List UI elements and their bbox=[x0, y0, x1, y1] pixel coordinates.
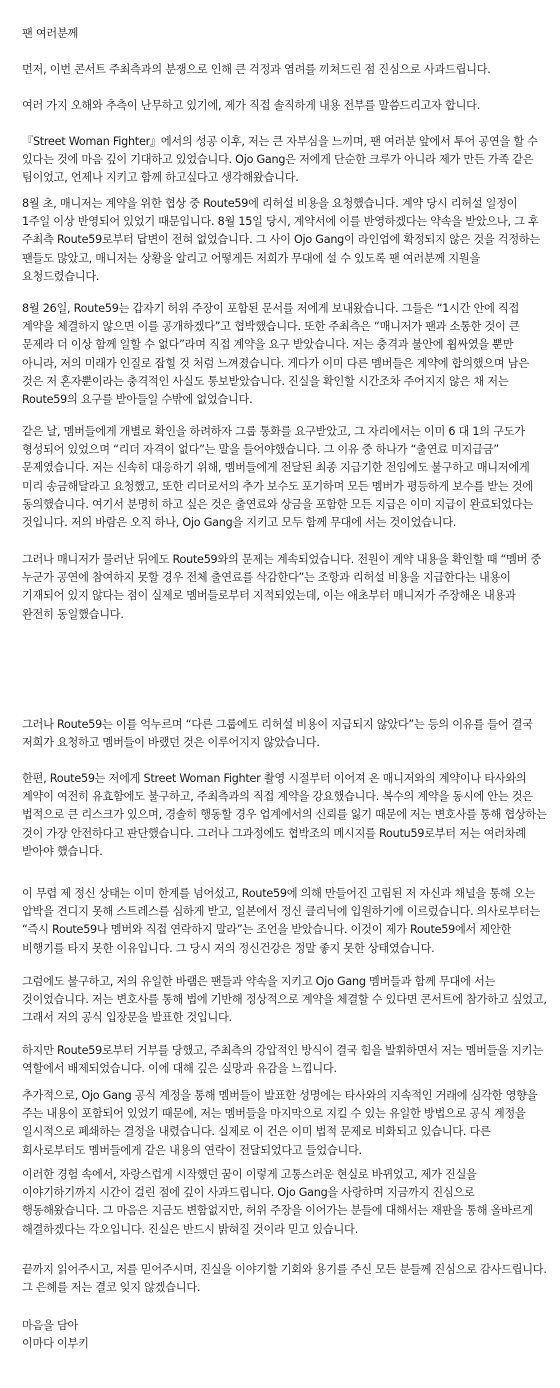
paragraph-direct-contract: 한편, Route59는 저에게 Street Woman Fighter 촬영 시절부터 이어져 온 매니저와의 계약이나 타사와의 계약이 여전히 유효함에도 불구하고, 주최측과의 직접 계약을 강요했습니다. 복수의 계약을 동시에 안는 것은 법적으로 큰 리스크가 있으며, 경솔히 행동할 경우 업계에서의 신뢰를 잃기 때문에 저는 변호사를 통해 협상하는 것이 가장 안전하다고 판단했습니다. 그러나 그과정에도 협박조의 메시지를 Routu59로부터 저는 여러차례 받아야 했습니다. bbox=[22, 772, 547, 858]
paragraph-august-26: 8월 26일, Route59는 갑자기 허위 주장이 포함된 문서를 저에게 보내왔습니다. 그들은 “1시간 안에 직접 계약을 체결하지 않으면 이를 공개하겠다”고 협박했습니다. 또한 주최측은 “매니저가 팬과 소통한 것이 큰 문제라 더 이상 함께 일할 수 없다”라며 직접 계약을 요구 받았습니다. 저는 충격과 불안에 휩싸였을 뿐만 아니라, 저의 미래가 인질로 잡힐 것 처럼 느껴졌습니다. 게다가 이미 다른 멤버들은 계약에 합의했으며 남은 것은 저 혼자뿐이라는 충격적인 사실도 통보받았습니다. 진실을 확인할 시간조차 주어지지 않은 채 저는 Route59의 요구를 받아들일 수밖에 없었습니다. bbox=[22, 302, 529, 407]
letter-greeting bbox=[22, 25, 548, 43]
letter-closing bbox=[22, 1317, 548, 1335]
paragraph-background: 『Street Woman Fighter』에서의 성공 이후, 저는 큰 자부심을 느끼며, 팬 여러분 앞에서 투어 공연을 할 수 있다는 것에 마음 깊이 기대하고 있었습니다. Ojo Gang은 저에게 단순한 크루가 아니라 제가 만든 가족 같은 팀이었고, 언제나 지키고 함께 하고싶다고 생각해왔습니다. bbox=[22, 135, 538, 185]
letter-closing-text: 마음을 담아 bbox=[22, 1319, 79, 1332]
paragraph-account-closure: 추가적으로, Ojo Gang 공식 계정을 통해 멤버들이 발표한 성명에는 타사와의 지속적인 거래에 심각한 영향을 주는 내용이 포함되어 있었기 때문에, 저는 멤버들을 마지막으로 지킬 수 있는 유일한 방법으로 공식 계정을 일시적으로 폐쇄하는 결정을 내렸습니다. 실제로 이 건은 이미 법적 문제로 비화되고 있습니다. 다른 회사로부터도 멤버들에게 같은 내용의 연락이 전달되었다고 들었습니다. bbox=[22, 1089, 538, 1157]
paragraph-text: 여러 가지 오해와 추측이 난무하고 있기에, 제가 직접 솔직하게 내용 전부를 말씀드리고자 합니다. bbox=[22, 99, 481, 112]
paragraph-contract-issue: 그러나 매니저가 물러난 뒤에도 Route59와의 문제는 계속되었습니다. 전원이 계약 내용을 확인할 때 “멤버 중 누군가 공연에 참여하지 못할 경우 전체 출연료를 삭감한다”는 조항과 리허설 비용을 지급한다는 내용이 기재되어 있지 않다는 점이 실제로 멤버들로부터 지적되었는데, 이는 애초부터 매니저가 주장해온 내용과 완전히 동일했습니다. bbox=[22, 553, 542, 621]
letter-signature-text: 이마다 이부키 bbox=[22, 1337, 89, 1350]
paragraph-reflection: 이러한 경험 속에서, 자랑스럽게 시작했던 꿈이 이렇게 고통스러운 현실로 바뀌었고, 제가 진실을 이야기하기까지 시간이 걸린 점에 깊이 사과드립니다. Ojo Gang을 사랑하며 지금까지 진심으로 행동해왔습니다. 그 마음은 지금도 변함없지만, 허위 주장을 이어가는 분들에 대해서는 재판을 통해 올바르게 해결하겠다는 각오입니다. 진실은 반드시 밝혀질 것이라 믿고 있습니다. bbox=[22, 1168, 533, 1236]
letter-signature bbox=[22, 1335, 548, 1353]
letter-greeting-text: 팬 여러분께 bbox=[22, 27, 79, 40]
paragraph-thanks: 끝까지 읽어주시고, 저를 믿어주시며, 진실을 이야기할 기회와 용기를 주신 모든 분들께 진심으로 감사드립니다. 그 은혜를 저는 결코 잊지 않겠습니다. bbox=[22, 1263, 547, 1295]
paragraph-rehearsal-cost: 그러나 Route59는 이를 억누르며 “다른 그룹에도 리허설 비용이 지급되지 않았다”는 등의 이유를 들어 결국 저희가 요청하고 멤버들이 바랬던 것은 이루어지지 않았습니다. bbox=[22, 718, 533, 750]
paragraph-august-early: 8월 초, 매니저는 계약을 위한 협상 중 Route59에 리허설 비용을 요청했습니다. 계약 당시 리허설 일정이 1주일 이상 반영되어 있었기 때문입니다. 8월 15일 당시, 계약서에 이를 반영하겠다는 약속을 받았으나, 그 후 주최측 Route59로부터 답변이 전혀 없었습니다. 그 사이 Ojo Gang이 라인업에 확정되지 않은 것을 걱정하는 팬들도 많았고, 매니저는 상황을 알리고 어떻게든 저희가 무대에 설 수 있도록 팬 여러분께 지원을 요청드렸습니다. bbox=[22, 197, 541, 283]
paragraph-mental-health: 이 무렵 제 정신 상태는 이미 한계를 넘어섰고, Route59에 의해 만들어진 고립된 저 자신과 채널을 통해 오는 압박을 견디지 못해 스트레스를 심하게 받고, 일본에서 정신 클리닉에 입원하기에 이르렀습니다. 의사로부터는 “즉시 Route59나 멤버와 직접 연락하지 말라”는 조언을 받았습니다. 이것이 제가 Route59에서 제안한 비행기를 타지 못한 이유입니다. 그 당시 저의 정신건강은 정말 좋지 못한 상태였습니다. bbox=[22, 887, 541, 955]
paragraph-apology bbox=[22, 61, 548, 79]
paragraph-rejection: 하지만 Route59로부터 거부를 당했고, 주최측의 강압적인 방식이 결국 힘을 발휘하면서 저는 멤버들을 지키는 역할에서 배제되었습니다. 이에 대해 깊은 실망과 유감을 느낍니다. bbox=[22, 1044, 543, 1076]
paragraph-wish: 그럼에도 불구하고, 저의 유일한 바램은 팬들과 약속을 지키고 Ojo Gang 멤버들과 함께 무대에 서는 것이었습니다. 저는 변호사를 통해 법에 기반해 정상적으로 계약을 체결할 수 있다면 콘서트에 참가하고 싶었고, 그래서 저의 공식 입장문을 발표한 것입니다. bbox=[22, 975, 547, 1025]
paragraph-intent bbox=[22, 97, 548, 115]
paragraph-text: 먼저, 이번 콘서트 주최측과의 분쟁으로 인해 큰 걱정과 염려를 끼쳐드린 점 진심으로 사과드립니다. bbox=[22, 63, 491, 76]
paragraph-group-call: 같은 날, 멤버들에게 개별로 확인을 하려하자 그룹 통화를 요구받았고, 그 자리에서는 이미 6 대 1의 구도가 형성되어 있었으며 “리더 자격이 없다”는 말을 들어야했습니다. 그 이유 중 하나가 “출연료 미지급금” 문제였습니다. 저는 신속히 대응하기 위해, 멤버들에게 전달된 최종 지급기한 전임에도 불구하고 매니저에게 미리 송금해달라고 요청했고, 또한 리더로서의 추가 보수도 포기하며 모든 멤버가 평등하게 보수를 받는 것에 동의했습니다. 여기서 분명히 하고 싶은 것은 출연료와 상금을 포함한 모든 지급은 이미 지급이 완료되었다는 것입니다. 저의 바람은 오직 하나, Ojo Gang을 지키고 모두 함께 무대에 서는 것이었습니다. bbox=[22, 425, 533, 530]
